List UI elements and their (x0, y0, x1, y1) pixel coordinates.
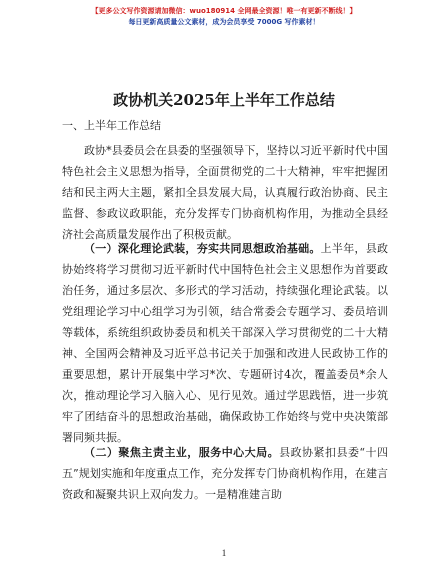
page-number: 1 (221, 548, 227, 558)
paragraph-text (62, 238, 388, 448)
paragraph-text: 政协*县委员会在县委的坚强领导下，坚持以习近平新时代中国特色社会主义思想为指导，全面贯彻党的二十大精神，牢牢把握团结和民主两大主题，紧扣全县发展大局，认真履行政治协商、民主监督、参政议政职能，充分发挥专门协商机构作用，为推动全县经济社会高质量发展作出了积极贡献。 (62, 144, 388, 241)
paragraph-text (62, 442, 388, 505)
paragraph-body: 上半年，县政协始终将学习贯彻习近平新时代中国特色社会主义思想作为首要政治任务，通过多层次、多形式的学习活动，持续强化理论武装。以党组理论学习中心组学习为引领，结合常委会专题学习、委员培训等载体，系统组织政协委员和机关干部深入学习贯彻党的二十大精神、全国两会精神及习近平总书记关于加强和改进人民政协工作的重要思想，累计开展集中学习*次、专题研讨4次，覆盖委员*余人次，推动理论学习入脑入心、见行见效。通过学思践悟，进一步筑牢了团结奋斗的思想政治基础，确保政协工作始终与党中央决策部署同频共振。 (62, 242, 389, 444)
paragraph-intro (62, 140, 388, 245)
paragraph-theory (62, 238, 388, 448)
section-heading: 一、上半年工作总结 (62, 119, 161, 132)
promo-banner (0, 6, 448, 28)
promo-line-2: 每日更新高质量公文素材，成为会员享受 7000G 写作素材！ (128, 18, 320, 26)
promo-line-1: 【更多公文写作资源请加微信：wuo180914 全网最全资源！唯一有更新不断线！】 (91, 7, 357, 15)
document-title: 政协机关2025年上半年工作总结 (113, 91, 335, 109)
paragraph-lead: （二）聚焦主责主业，服务中心大局。 (84, 446, 280, 459)
paragraph-lead: （一）深化理论武装，夯实共同思想政治基础。 (84, 242, 321, 255)
paragraph-service (62, 442, 388, 505)
paragraph-body: 县政协紧扣县委“十四五”规划实施和年度重点工作，充分发挥专门协商机构作用，在建言资政和凝聚共识上双向发力。一是精准建言助 (62, 446, 389, 501)
